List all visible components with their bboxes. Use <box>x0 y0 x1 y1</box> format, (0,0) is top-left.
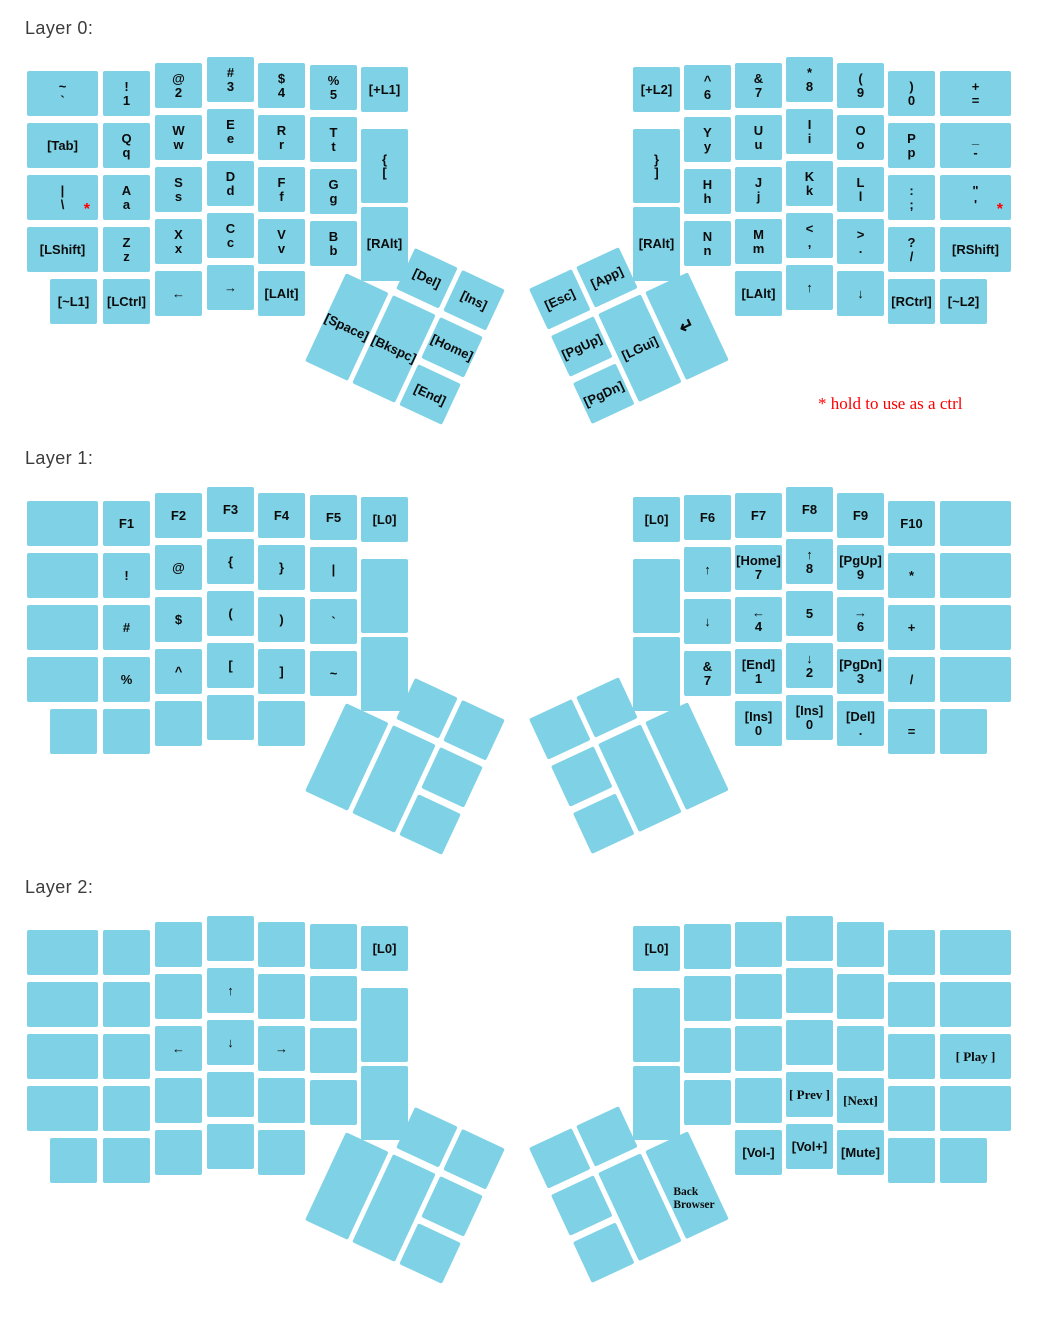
key-layer2-right-r4c2-blank <box>684 1080 731 1125</box>
key-layer0-right-r1c6-0: ) 0 <box>888 71 935 116</box>
key-layer1-left-r2c3-blank: @ <box>155 545 202 590</box>
key-layer0-left-r1c4-3: # 3 <box>207 57 254 102</box>
key-layer1-left-r3c3-blank: $ <box>155 597 202 642</box>
key-layer0-left-thumb4-bkspc: [Bkspc] <box>352 295 436 403</box>
key-layer2-left-r2c4-up-arrow: ↑ <box>207 968 254 1013</box>
key-layer0-right-r4c7-rshift: [RShift] <box>940 227 1011 272</box>
key-layer1-right-r3c1-down-arrow: ↓ <box>684 599 731 644</box>
key-layer0-left-r1c3-2: @ 2 <box>155 63 202 108</box>
key-layer1-left-r4c4-blank: [ <box>207 643 254 688</box>
layer-0-heading: Layer 0: <box>25 18 94 38</box>
key-layer0-right-r3c1-hh: H h <box>684 169 731 214</box>
key-layer2-right-r4c7-blank <box>940 1086 1011 1131</box>
key-layer0-right-thumb6-enter: ↵ <box>645 272 729 380</box>
key-layer2-right-r3c4-blank <box>837 1026 884 1071</box>
key-layer1-left-r1c5-f4: F4 <box>258 493 305 538</box>
key-layer1-right-r5c3-del: [Del] . <box>837 701 884 746</box>
key-layer0-right-r1c2-6: ^ 6 <box>684 65 731 110</box>
key-layer0-left-thumb1-del: [Del] <box>396 248 458 309</box>
key-layer0-right-r2c4-ii: I i <box>786 109 833 154</box>
key-layer2-right-r3c6-play: [ Play ] <box>940 1034 1011 1079</box>
key-layer0-left-r2c2-qq: Q q <box>103 123 150 168</box>
key-layer0-right-r2c2-yy: Y y <box>684 117 731 162</box>
key-layer0-left-thumb6-end: [End] <box>399 364 461 425</box>
key-layer2-right-r1c5-blank <box>837 922 884 967</box>
key-layer1-left-r1c4-f3: F3 <box>207 487 254 532</box>
key-layer2-right-r5c3-mute: [Mute] <box>837 1130 884 1175</box>
key-layer2-right-r1c3-blank <box>735 922 782 967</box>
key-layer2-right-r4c6-blank <box>888 1086 935 1131</box>
key-layer0-left-thumb3-space: [Space] <box>305 273 389 381</box>
key-layer1-left-r3c1-blank <box>27 605 98 650</box>
key-layer0-right-r4c1-ralt: [RAlt] <box>633 207 680 281</box>
key-layer2-right-r3c2-blank <box>735 1026 782 1071</box>
key-layer0-right-r5c5-l2: [~L2] <box>940 279 987 324</box>
key-layer0-left-r4c7-ralt: [RAlt] <box>361 207 408 281</box>
key-layer0-left-r4c3-xx: X x <box>155 219 202 264</box>
key-layer0-left-r2c1-tab: [Tab] <box>27 123 98 168</box>
key-layer1-left-r5c2-blank <box>103 709 150 754</box>
key-layer2-right-r1c2-blank <box>684 924 731 969</box>
key-layer1-right-r1c4-f8: F8 <box>786 487 833 532</box>
key-layer1-left-r2c2-blank: ! <box>103 553 150 598</box>
key-layer1-right-r3c3-5: 5 <box>786 591 833 636</box>
key-layer2-left-r1c5-blank <box>258 922 305 967</box>
key-layer1-left-r5c5-blank <box>258 701 305 746</box>
key-layer2-left-r1c4-blank <box>207 916 254 961</box>
key-layer2-right-r1c1-l0: [L0] <box>633 926 680 971</box>
hold-ctrl-note: * hold to use as a ctrl <box>818 394 963 413</box>
counter-rotated-label: Back Browser <box>672 1186 715 1212</box>
key-layer1-right-r2c5-pgup9: [PgUp] 9 <box>837 545 884 590</box>
key-layer2-left-r1c3-blank <box>155 922 202 967</box>
key-layer0-right-r2c1-blank: } ] <box>633 129 680 203</box>
key-layer2-right-r2c5-blank <box>837 974 884 1019</box>
key-layer2-right-r1c4-blank <box>786 916 833 961</box>
key-layer0-right-r1c1-l2: [+L2] <box>633 67 680 112</box>
key-layer2-right-r5c5-blank <box>940 1138 987 1183</box>
key-layer2-left-r1c6-blank <box>310 924 357 969</box>
key-layer0-left-r2c6-tt: T t <box>310 117 357 162</box>
key-layer1-right-r2c6-blank: * <box>888 553 935 598</box>
key-layer1-right-r5c1-ins0: [Ins] 0 <box>735 701 782 746</box>
key-layer0-left-r3c5-ff: F f <box>258 167 305 212</box>
key-layer1-left-r5c1-blank <box>50 709 97 754</box>
key-layer2-right-r1c6-blank <box>888 930 935 975</box>
key-layer1-right-r5c5-blank <box>940 709 987 754</box>
key-layer2-right-r2c3-blank <box>735 974 782 1019</box>
key-layer0-right-r2c7-blank: _ - <box>940 123 1011 168</box>
key-layer1-left-r4c2-blank: % <box>103 657 150 702</box>
key-layer1-right-r2c7-blank <box>940 553 1011 598</box>
key-layer1-right-r1c3-f7: F7 <box>735 493 782 538</box>
key-layer0-right-r4c2-nn: N n <box>684 221 731 266</box>
key-layer2-right-r2c7-blank <box>940 982 1011 1027</box>
key-layer0-right-r5c3-down-arrow: ↓ <box>837 271 884 316</box>
key-layer2-right-r1c7-blank <box>940 930 1011 975</box>
hold-ctrl-asterisk: * <box>996 201 1003 218</box>
key-layer0-left-thumb2-ins: [Ins] <box>443 270 505 331</box>
key-layer0-left-r1c1-blank: ~ ` <box>27 71 98 116</box>
key-layer1-right-r4c5-pgdn3: [PgDn] 3 <box>837 649 884 694</box>
key-layer0-left-r2c5-rr: R r <box>258 115 305 160</box>
key-layer1-right-r2c4-up-arrow: ↑ 8 <box>786 539 833 584</box>
key-layer0-left-r4c5-vv: V v <box>258 219 305 264</box>
key-layer2-right-r2c4-blank <box>786 968 833 1013</box>
key-layer1-right-r1c6-f10: F10 <box>888 501 935 546</box>
key-layer0-left-r2c7-blank: { [ <box>361 129 408 203</box>
key-layer2-right-r2c2-blank <box>684 976 731 1021</box>
key-layer2-left-r4c4-blank <box>207 1072 254 1117</box>
key-layer2-left-r2c3-blank <box>155 974 202 1019</box>
key-layer2-left-r2c7-blank <box>361 988 408 1062</box>
key-layer2-left-r2c5-blank <box>258 974 305 1019</box>
key-layer2-right-r5c2-vol: [Vol+] <box>786 1124 833 1169</box>
key-layer1-left-r4c3-blank: ^ <box>155 649 202 694</box>
key-layer2-left-r5c2-blank <box>103 1138 150 1183</box>
key-layer1-left-r3c5-blank: ) <box>258 597 305 642</box>
key-layer0-left-r3c1-blank: | \ * <box>27 175 98 220</box>
key-layer2-left-r3c5-right-arrow: → <box>258 1026 305 1071</box>
key-layer0-right-thumb2-app: [App] <box>576 247 638 308</box>
key-layer2-right-r3c1-blank <box>684 1028 731 1073</box>
key-layer1-left-r4c1-blank <box>27 657 98 702</box>
key-layer0-right-r1c4-8: * 8 <box>786 57 833 102</box>
key-layer0-left-thumb5-home: [Home] <box>421 317 483 378</box>
key-layer0-right-r5c2-up-arrow: ↑ <box>786 265 833 310</box>
key-layer1-right-r4c4-down-arrow: ↓ 2 <box>786 643 833 688</box>
key-layer1-left-r4c6-blank: ~ <box>310 651 357 696</box>
key-layer1-right-r5c2-ins0: [Ins] 0 <box>786 695 833 740</box>
key-layer0-right-r3c5-blank: : ; <box>888 175 935 220</box>
key-layer1-right-r4c7-blank <box>940 657 1011 702</box>
key-layer2-left-r1c7-l0: [L0] <box>361 926 408 971</box>
key-layer2-left-r5c4-blank <box>207 1124 254 1169</box>
key-layer0-left-r5c2-lctrl: [LCtrl] <box>103 279 150 324</box>
key-layer0-left-r1c5-4: $ 4 <box>258 63 305 108</box>
key-layer0-left-r4c1-lshift: [LShift] <box>27 227 98 272</box>
key-layer2-left-r3c2-blank <box>103 1034 150 1079</box>
key-layer0-right-r3c4-ll: L l <box>837 167 884 212</box>
key-layer2-left-r4c6-blank <box>310 1080 357 1125</box>
key-layer2-left-r5c1-blank <box>50 1138 97 1183</box>
key-layer2-left-r5c5-blank <box>258 1130 305 1175</box>
key-layer1-left-r2c7-blank <box>361 559 408 633</box>
key-layer0-right-r4c6-blank: ? / <box>888 227 935 272</box>
key-layer1-right-r2c2-up-arrow: ↑ <box>684 547 731 592</box>
key-layer2-left-r4c1-blank <box>27 1086 98 1131</box>
key-layer1-left-r5c3-blank <box>155 701 202 746</box>
key-layer0-right-r4c5-blank: > . <box>837 219 884 264</box>
key-layer1-left-r2c6-blank: | <box>310 547 357 592</box>
key-layer2-left-r1c1-blank <box>27 930 98 975</box>
key-layer0-left-r4c4-cc: C c <box>207 213 254 258</box>
key-layer1-left-r3c6-blank: ` <box>310 599 357 644</box>
key-layer0-left-r5c4-right-arrow: → <box>207 265 254 310</box>
key-layer2-right-r4c5-next: [Next] <box>837 1078 884 1123</box>
key-layer0-left-r5c1-l1: [~L1] <box>50 279 97 324</box>
key-layer1-left-r1c3-f2: F2 <box>155 493 202 538</box>
key-layer0-left-r2c4-ee: E e <box>207 109 254 154</box>
key-layer0-right-thumb5-lgui: [LGui] <box>598 294 682 402</box>
key-layer2-left-r3c4-down-arrow: ↓ <box>207 1020 254 1065</box>
key-layer0-right-r4c3-mm: M m <box>735 219 782 264</box>
key-layer1-right-r1c7-blank <box>940 501 1011 546</box>
key-layer0-left-r5c5-lalt: [LAlt] <box>258 271 305 316</box>
key-layer1-right-r1c2-f6: F6 <box>684 495 731 540</box>
key-layer0-left-r3c4-dd: D d <box>207 161 254 206</box>
key-layer0-left-r3c2-aa: A a <box>103 175 150 220</box>
key-layer2-right-r2c6-blank <box>888 982 935 1027</box>
key-layer2-left-r4c5-blank <box>258 1078 305 1123</box>
key-layer2-left-r4c3-blank <box>155 1078 202 1123</box>
key-layer0-left-r2c3-ww: W w <box>155 115 202 160</box>
key-layer1-left-r2c1-blank <box>27 553 98 598</box>
key-layer1-left-r1c2-f1: F1 <box>103 501 150 546</box>
key-layer1-right-r3c4-right-arrow: → 6 <box>837 597 884 642</box>
key-layer0-left-r3c6-gg: G g <box>310 169 357 214</box>
key-layer1-left-r2c4-blank: { <box>207 539 254 584</box>
key-layer0-right-r4c4-blank: < , <box>786 213 833 258</box>
key-layer0-right-r5c1-lalt: [LAlt] <box>735 271 782 316</box>
key-layer0-left-r5c3-left-arrow: ← <box>155 271 202 316</box>
key-layer0-left-r4c6-bb: B b <box>310 221 357 266</box>
key-layer1-left-r1c1-blank <box>27 501 98 546</box>
key-layer0-left-r4c2-zz: Z z <box>103 227 150 272</box>
key-layer0-right-r2c3-uu: U u <box>735 115 782 160</box>
key-layer1-left-r3c2-blank: # <box>103 605 150 650</box>
key-layer0-right-r3c2-jj: J j <box>735 167 782 212</box>
key-layer1-right-r3c6-blank <box>940 605 1011 650</box>
key-layer2-right-r2c1-blank <box>633 988 680 1062</box>
key-layer0-right-thumb3-pgup: [PgUp] <box>551 316 613 377</box>
key-layer1-right-r3c2-left-arrow: ← 4 <box>735 597 782 642</box>
key-layer2-left-r2c2-blank <box>103 982 150 1027</box>
key-layer1-right-r2c1-blank <box>633 559 680 633</box>
key-layer2-right-r4c4-prev: [ Prev ] <box>786 1072 833 1117</box>
hold-ctrl-asterisk: * <box>83 201 90 218</box>
key-layer2-left-r4c2-blank <box>103 1086 150 1131</box>
key-layer0-left-r1c6-5: % 5 <box>310 65 357 110</box>
key-layer1-left-r2c5-blank: } <box>258 545 305 590</box>
key-layer2-right-r5c4-blank <box>888 1138 935 1183</box>
key-layer1-left-r4c5-blank: ] <box>258 649 305 694</box>
key-layer0-right-r3c6-blank: " ' * <box>940 175 1011 220</box>
key-layer0-right-thumb4-pgdn: [PgDn] <box>573 363 635 424</box>
key-layer2-left-r3c6-blank <box>310 1028 357 1073</box>
key-layer2-left-r5c3-blank <box>155 1130 202 1175</box>
key-layer2-left-r2c6-blank <box>310 976 357 1021</box>
key-layer0-right-r5c4-rctrl: [RCtrl] <box>888 279 935 324</box>
key-layer2-left-r3c1-blank <box>27 1034 98 1079</box>
key-layer0-left-r1c2-1: ! 1 <box>103 71 150 116</box>
key-layer0-right-r1c3-7: & 7 <box>735 63 782 108</box>
key-layer1-left-r1c7-l0: [L0] <box>361 497 408 542</box>
key-layer2-left-r2c1-blank <box>27 982 98 1027</box>
key-layer1-right-r1c5-f9: F9 <box>837 493 884 538</box>
key-layer0-right-r2c5-oo: O o <box>837 115 884 160</box>
key-layer0-right-r3c3-kk: K k <box>786 161 833 206</box>
key-layer1-left-r1c6-f5: F5 <box>310 495 357 540</box>
key-layer2-right-r3c3-blank <box>786 1020 833 1065</box>
key-layer1-right-r3c5-blank: + <box>888 605 935 650</box>
layer-1-heading: Layer 1: <box>25 448 94 468</box>
key-layer1-right-r2c3-home7: [Home] 7 <box>735 545 782 590</box>
key-layer2-left-r1c2-blank <box>103 930 150 975</box>
key-layer1-right-r4c2-7: & 7 <box>684 651 731 696</box>
key-layer0-left-r1c7-l1: [+L1] <box>361 67 408 112</box>
key-layer2-right-r3c5-blank <box>888 1034 935 1079</box>
key-layer1-left-r5c4-blank <box>207 695 254 740</box>
key-layer0-right-thumb1-esc: [Esc] <box>529 269 591 330</box>
key-layer1-right-r5c4-blank: = <box>888 709 935 754</box>
key-layer1-right-r4c3-end1: [End] 1 <box>735 649 782 694</box>
key-layer0-right-r1c5-9: ( 9 <box>837 63 884 108</box>
key-layer2-right-r5c1-vol: [Vol-] <box>735 1130 782 1175</box>
key-layer0-left-r3c3-ss: S s <box>155 167 202 212</box>
key-layer1-right-r1c1-l0: [L0] <box>633 497 680 542</box>
key-layer1-left-r3c4-blank: ( <box>207 591 254 636</box>
key-layer1-right-r4c6-blank: / <box>888 657 935 702</box>
key-layer2-right-r4c3-blank <box>735 1078 782 1123</box>
layer-2-heading: Layer 2: <box>25 877 94 897</box>
key-layer2-left-r3c3-left-arrow: ← <box>155 1026 202 1071</box>
key-layer0-right-r1c7-blank: + = <box>940 71 1011 116</box>
key-layer0-right-r2c6-pp: P p <box>888 123 935 168</box>
